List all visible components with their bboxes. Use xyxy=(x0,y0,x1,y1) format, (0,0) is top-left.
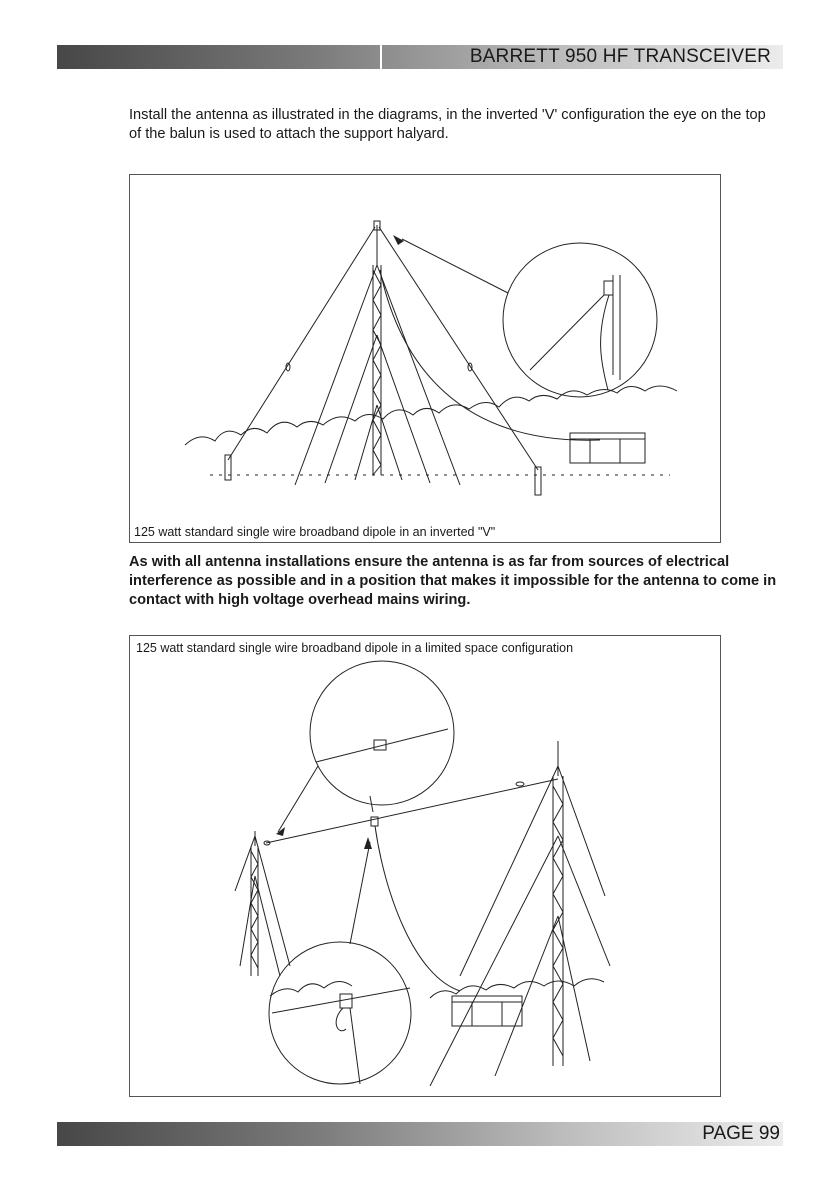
header-bar xyxy=(57,45,783,69)
header-divider xyxy=(380,45,382,69)
warning-paragraph: As with all antenna installations ensure the antenna is as far from sources of electrical interference as possible and in a position that makes it impossible for the antenna to come in contact with high voltage overhead mains wiring. xyxy=(129,554,777,608)
figure1-caption: 125 watt standard single wire broadband dipole in an inverted "V" xyxy=(134,525,496,539)
intro-paragraph: Install the antenna as illustrated in the diagrams, in the inverted 'V' configuration the eye on the top of the balun is used to attach the support halyard. xyxy=(129,107,766,142)
figure-inverted-v xyxy=(129,174,721,543)
figure-limited-space xyxy=(129,635,721,1097)
footer-bar xyxy=(57,1122,783,1146)
inverted-v-illustration xyxy=(130,175,720,542)
figure2-caption: 125 watt standard single wire broadband dipole in a limited space configuration xyxy=(136,641,574,655)
page-number: PAGE 99 xyxy=(702,1123,780,1144)
limited-space-illustration xyxy=(130,636,720,1096)
document-title: BARRETT 950 HF TRANSCEIVER xyxy=(469,46,771,67)
